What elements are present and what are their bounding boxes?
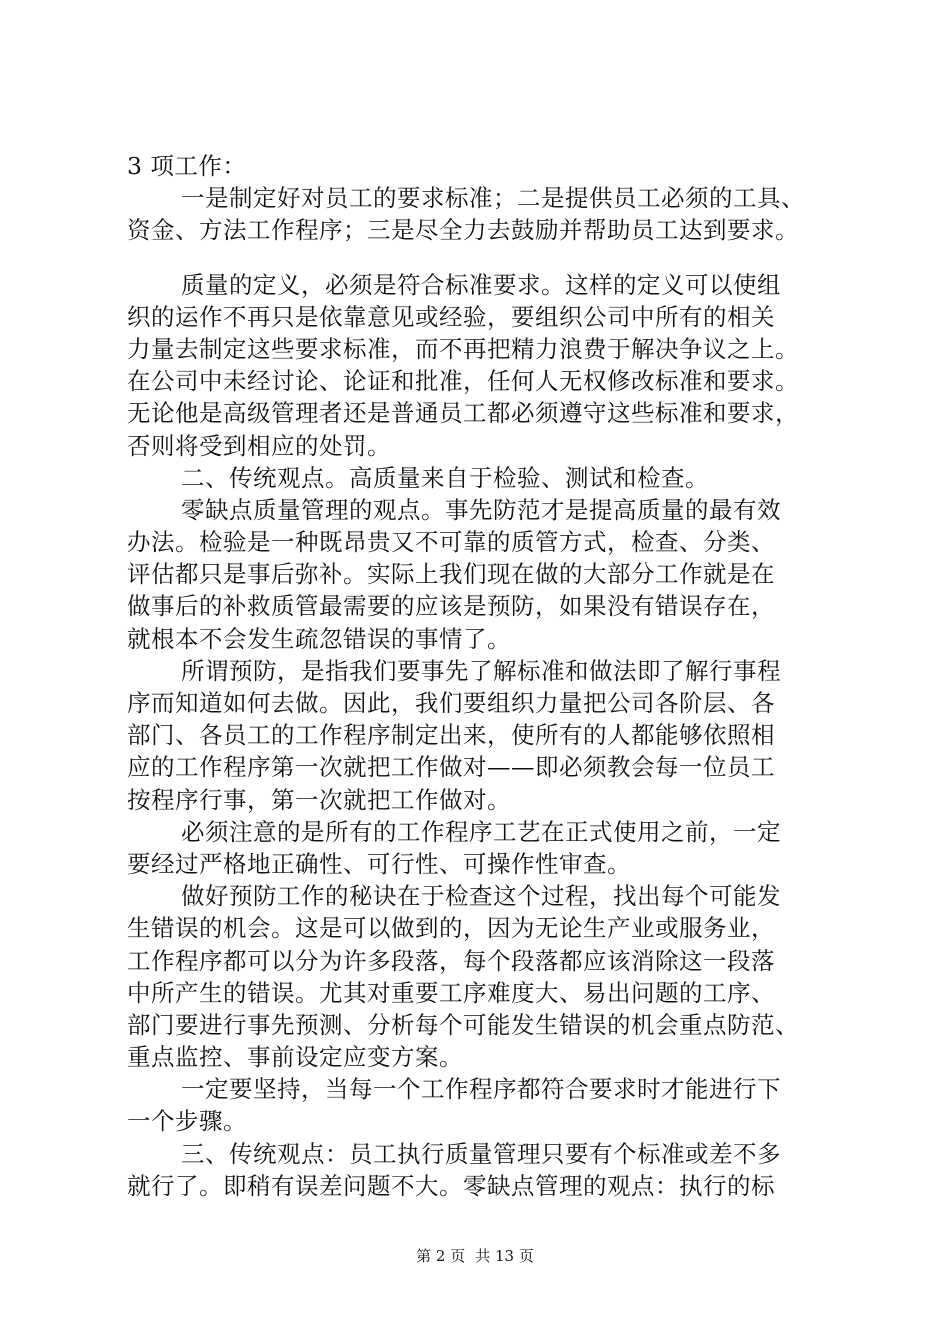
paragraph-line: 力量去制定这些要求标准，而不再把精力浪费于解决争议之上。 [127, 334, 799, 363]
paragraph-line: 应的工作程序第一次就把工作做对——即必须教会每一位员工 [127, 753, 775, 782]
paragraph-line: 部门、各员工的工作程序制定出来，使所有的人都能够依照相 [127, 721, 775, 750]
paragraph-line: 办法。检验是一种既昂贵又不可靠的质管方式，检查、分类、 [127, 528, 775, 557]
paragraph-line: 一是制定好对员工的要求标准；二是提供员工必须的工具、 [181, 184, 805, 213]
page-total: 共 13 页 [475, 1247, 534, 1265]
paragraph-line: 序而知道如何去做。因此，我们要组织力量把公司各阶层、各 [127, 689, 775, 717]
paragraph-line: 否则将受到相应的处罚。 [127, 431, 391, 460]
paragraph-line: 3 项工作： [127, 152, 247, 180]
paragraph-line: 质量的定义，必须是符合标准要求。这样的定义可以使组 [181, 270, 781, 299]
document-body [127, 150, 852, 1202]
paragraph-line: 做好预防工作的秘诀在于检查这个过程，找出每个可能发 [181, 882, 781, 911]
paragraph-line: 要经过严格地正确性、可行性、可操作性审查。 [127, 849, 631, 878]
paragraph-line: 零缺点质量管理的观点。事先防范才是提高质量的最有效 [181, 495, 781, 524]
paragraph-gap [127, 247, 852, 269]
paragraph-line: 生错误的机会。这是可以做到的，因为无论生产业或服务业， [127, 914, 775, 943]
paragraph-line: 就根本不会发生疏忽错误的事情了。 [127, 624, 511, 653]
paragraph-line: 部门要进行事先预测、分析每个可能发生错误的机会重点防范、 [127, 1010, 799, 1039]
paragraph-line: 就行了。即稍有误差问题不大。零缺点管理的观点：执行的标 [127, 1171, 775, 1200]
paragraph-line: 一定要坚持，当每一个工作程序都符合要求时才能进行下 [181, 1075, 781, 1104]
paragraph-line: 无论他是高级管理者还是普通员工都必须遵守这些标准和要求， [127, 399, 799, 428]
paragraph-line: 中所产生的错误。尤其对重要工序难度大、易出问题的工序、 [127, 978, 775, 1007]
paragraph-line: 做事后的补救质管最需要的应该是预防，如果没有错误存在， [127, 592, 775, 621]
paragraph-line: 所谓预防，是指我们要事先了解标准和做法即了解行事程 [181, 656, 781, 685]
paragraph-line: 在公司中未经讨论、论证和批准，任何人无权修改标准和要求。 [127, 367, 799, 396]
page-number: 第 2 页 [416, 1247, 466, 1265]
section-heading-line: 三、传统观点：员工执行质量管理只要有个标准或差不多 [181, 1139, 781, 1168]
page-footer [0, 1246, 950, 1266]
paragraph-line: 按程序行事，第一次就把工作做对。 [127, 785, 511, 814]
paragraph-line: 资金、方法工作程序；三是尽全力去鼓励并帮助员工达到要求。 [127, 216, 799, 245]
paragraph-line: 评估都只是事后弥补。实际上我们现在做的大部分工作就是在 [127, 560, 775, 589]
paragraph-line: 必须注意的是所有的工作程序工艺在正式使用之前，一定 [181, 817, 781, 846]
paragraph-line: 重点监控、事前设定应变方案。 [127, 1043, 463, 1072]
paragraph-line: 一个步骤。 [127, 1107, 247, 1136]
paragraph-line: 工作程序都可以分为许多段落，每个段落都应该消除这一段落 [127, 946, 775, 975]
paragraph-line: 织的运作不再只是依靠意见或经验，要组织公司中所有的相关 [127, 302, 775, 331]
section-heading-line: 二、传统观点。高质量来自于检验、测试和检查。 [181, 463, 709, 492]
